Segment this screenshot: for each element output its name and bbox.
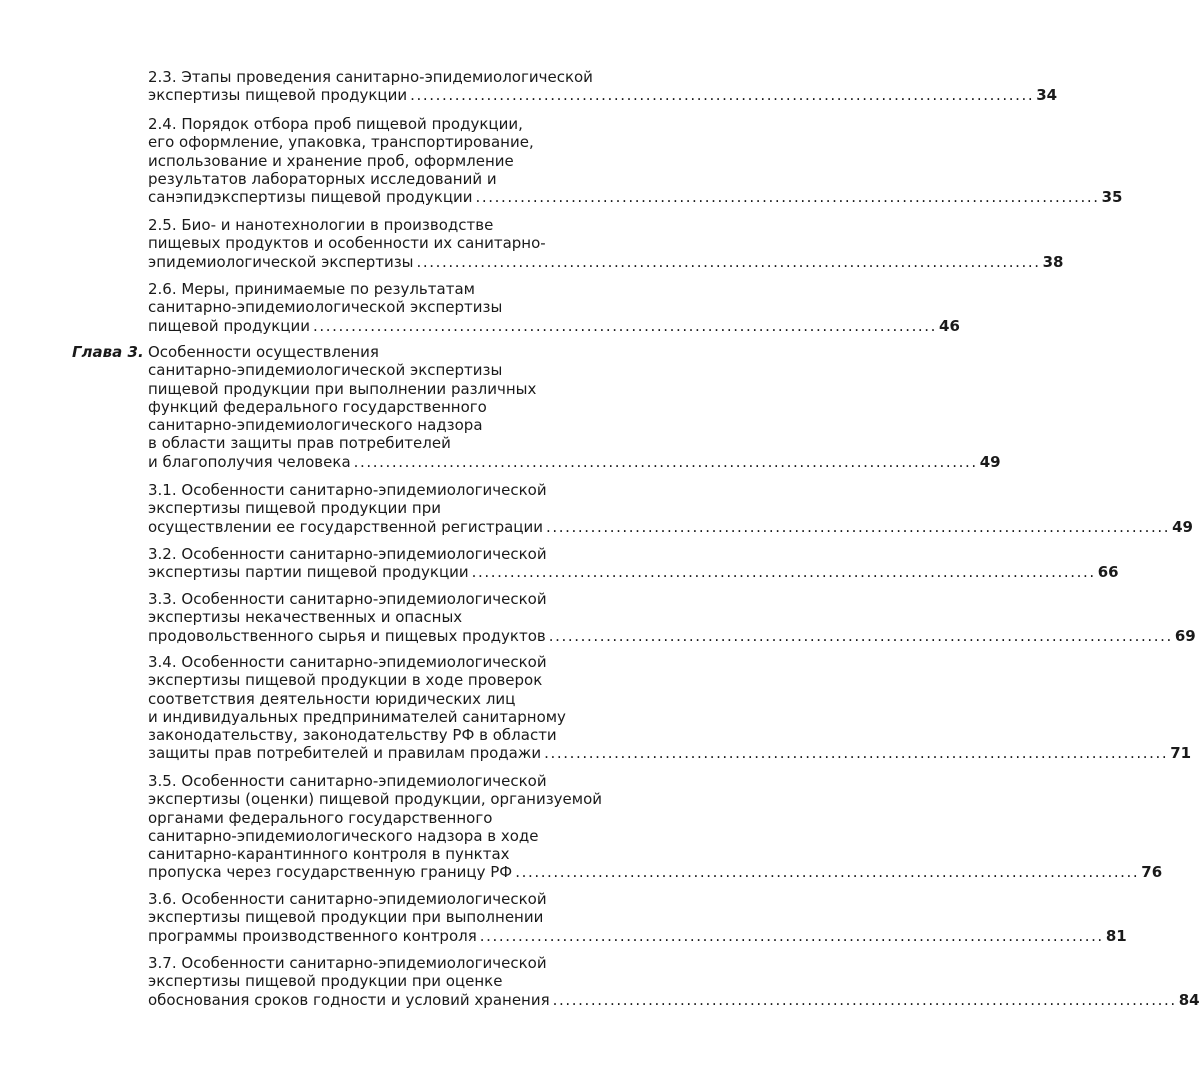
toc-entry-line: 3.7. Особенности санитарно-эпидемиологической [148,954,547,972]
toc-entry-3-3 [148,590,1196,645]
toc-entry-2-3 [148,68,1058,105]
toc-entry-line: санитарно-эпидемиологического надзора [148,416,483,435]
dot-leader: .................................................................................................. [312,316,938,335]
toc-entry-line: продовольственного сырья и пищевых продуктов [148,626,546,645]
toc-entry-line: 3.3. Особенности санитарно-эпидемиологической [148,590,547,608]
dot-leader: .................................................................................................. [471,563,1096,582]
dot-leader: .................................................................................................. [475,188,1100,207]
toc-entry-line: экспертизы пищевой продукции при оценке [148,972,503,991]
toc-entry-line: санитарно-эпидемиологической экспертизы [148,361,503,380]
toc-entry-line: 3.5. Особенности санитарно-эпидемиологической [148,772,547,790]
dot-leader: .................................................................................................. [515,863,1140,882]
page-number: 49 [979,452,1001,471]
dot-leader: .................................................................................................. [353,452,978,471]
toc-entry-line: эпидемиологической экспертизы [148,252,414,271]
toc-entry-line: 3.2. Особенности санитарно-эпидемиологической [148,545,547,563]
toc-entry-2-6 [148,280,960,335]
page-number: 34 [1036,86,1058,105]
toc-entry-line: 2.5. Био- и нанотехнологии в производстве [148,216,494,234]
toc-entry-line: Особенности осуществления [148,343,379,361]
toc-entry-line: результатов лабораторных исследований и [148,169,497,188]
toc-chapter-3 [148,343,1001,471]
toc-entry-line: соответствия деятельности юридических лиц [148,689,516,708]
toc-entry-line: и индивидуальных предпринимателей санитарному [148,707,566,726]
toc-entry-line: в области защиты прав потребителей [148,434,451,453]
toc-entry-line: пищевой продукции [148,316,310,335]
toc-entry-3-2 [148,545,1119,582]
toc-entry-line: пищевой продукции при выполнении различных [148,379,537,398]
toc-entry-line: обоснования сроков годности и условий хранения [148,990,550,1009]
toc-entry-line: органами федерального государственного [148,808,493,827]
toc-entry-line: использование и хранение проб, оформление [148,151,514,170]
dot-leader: .................................................................................................. [410,86,1035,105]
toc-entry-2-5 [148,216,1064,271]
toc-entry-2-4 [148,115,1123,207]
toc-entry-line: экспертизы пищевой продукции при [148,499,441,518]
toc-entry-line: 3.6. Особенности санитарно-эпидемиологической [148,890,547,908]
toc-entry-line: экспертизы некачественных и опасных [148,608,463,627]
toc-entry-line: 2.3. Этапы проведения санитарно-эпидемиологической [148,68,593,86]
toc-entry-line: 2.6. Меры, принимаемые по результатам [148,280,475,298]
toc-entry-line: санитарно-карантинного контроля в пунктах [148,845,510,864]
toc-entry-line: санитарно-эпидемиологической экспертизы [148,298,503,317]
toc-entry-line: экспертизы (оценки) пищевой продукции, организуемой [148,790,603,809]
toc-entry-line: пропуска через государственную границу РФ [148,863,513,882]
dot-leader: .................................................................................................. [552,990,1177,1009]
dot-leader: .................................................................................................. [546,517,1171,536]
page-number: 84 [1178,990,1200,1009]
toc-entry-line: программы производственного контроля [148,926,477,945]
toc-entry-line: 3.1. Особенности санитарно-эпидемиологической [148,481,547,499]
toc-entry-line: 2.4. Порядок отбора проб пищевой продукции, [148,115,523,133]
page-number: 38 [1042,252,1064,271]
toc-entry-line: осуществлении ее государственной регистрации [148,517,544,536]
page-number: 81 [1105,926,1127,945]
page-number: 46 [939,316,960,335]
toc-entry-line: и благополучия человека [148,452,351,471]
toc-entry-3-1 [148,481,1193,536]
toc-entry-line: его оформление, упаковка, транспортирование, [148,133,534,152]
toc-entry-line: законодательству, законодательству РФ в области [148,726,557,745]
toc-entry-line: функций федерального государственного [148,397,487,416]
toc-entry-line: санитарно-эпидемиологического надзора в ходе [148,826,539,845]
toc-entry-line: экспертизы пищевой продукции при выполнении [148,908,544,927]
page-number: 49 [1172,517,1193,536]
page-number: 71 [1170,744,1192,763]
toc-entry-line: санэпидэкспертизы пищевой продукции [148,188,473,207]
page-number: 69 [1174,626,1196,645]
dot-leader: .................................................................................................. [548,626,1173,645]
toc-entry-3-6 [148,890,1127,945]
dot-leader: .................................................................................................. [416,252,1041,271]
page-number: 76 [1141,863,1163,882]
page-number: 66 [1097,563,1119,582]
toc-entry-line: экспертизы пищевой продукции [148,86,408,105]
toc-entry-3-7 [148,954,1200,1009]
toc-entry-line: пищевых продуктов и особенности их санитарно- [148,234,546,253]
toc-entry-line: 3.4. Особенности санитарно-эпидемиологической [148,653,547,671]
toc-entry-line: защиты прав потребителей и правилам продажи [148,744,542,763]
chapter-label: Глава 3. [72,343,144,361]
toc-entry-3-5 [148,772,1163,882]
toc-entry-line: экспертизы пищевой продукции в ходе проверок [148,671,543,690]
page-number: 35 [1101,188,1123,207]
dot-leader: .................................................................................................. [479,926,1104,945]
toc-entry-line: экспертизы партии пищевой продукции [148,563,469,582]
toc-entry-3-4 [148,653,1192,763]
dot-leader: .................................................................................................. [544,744,1169,763]
